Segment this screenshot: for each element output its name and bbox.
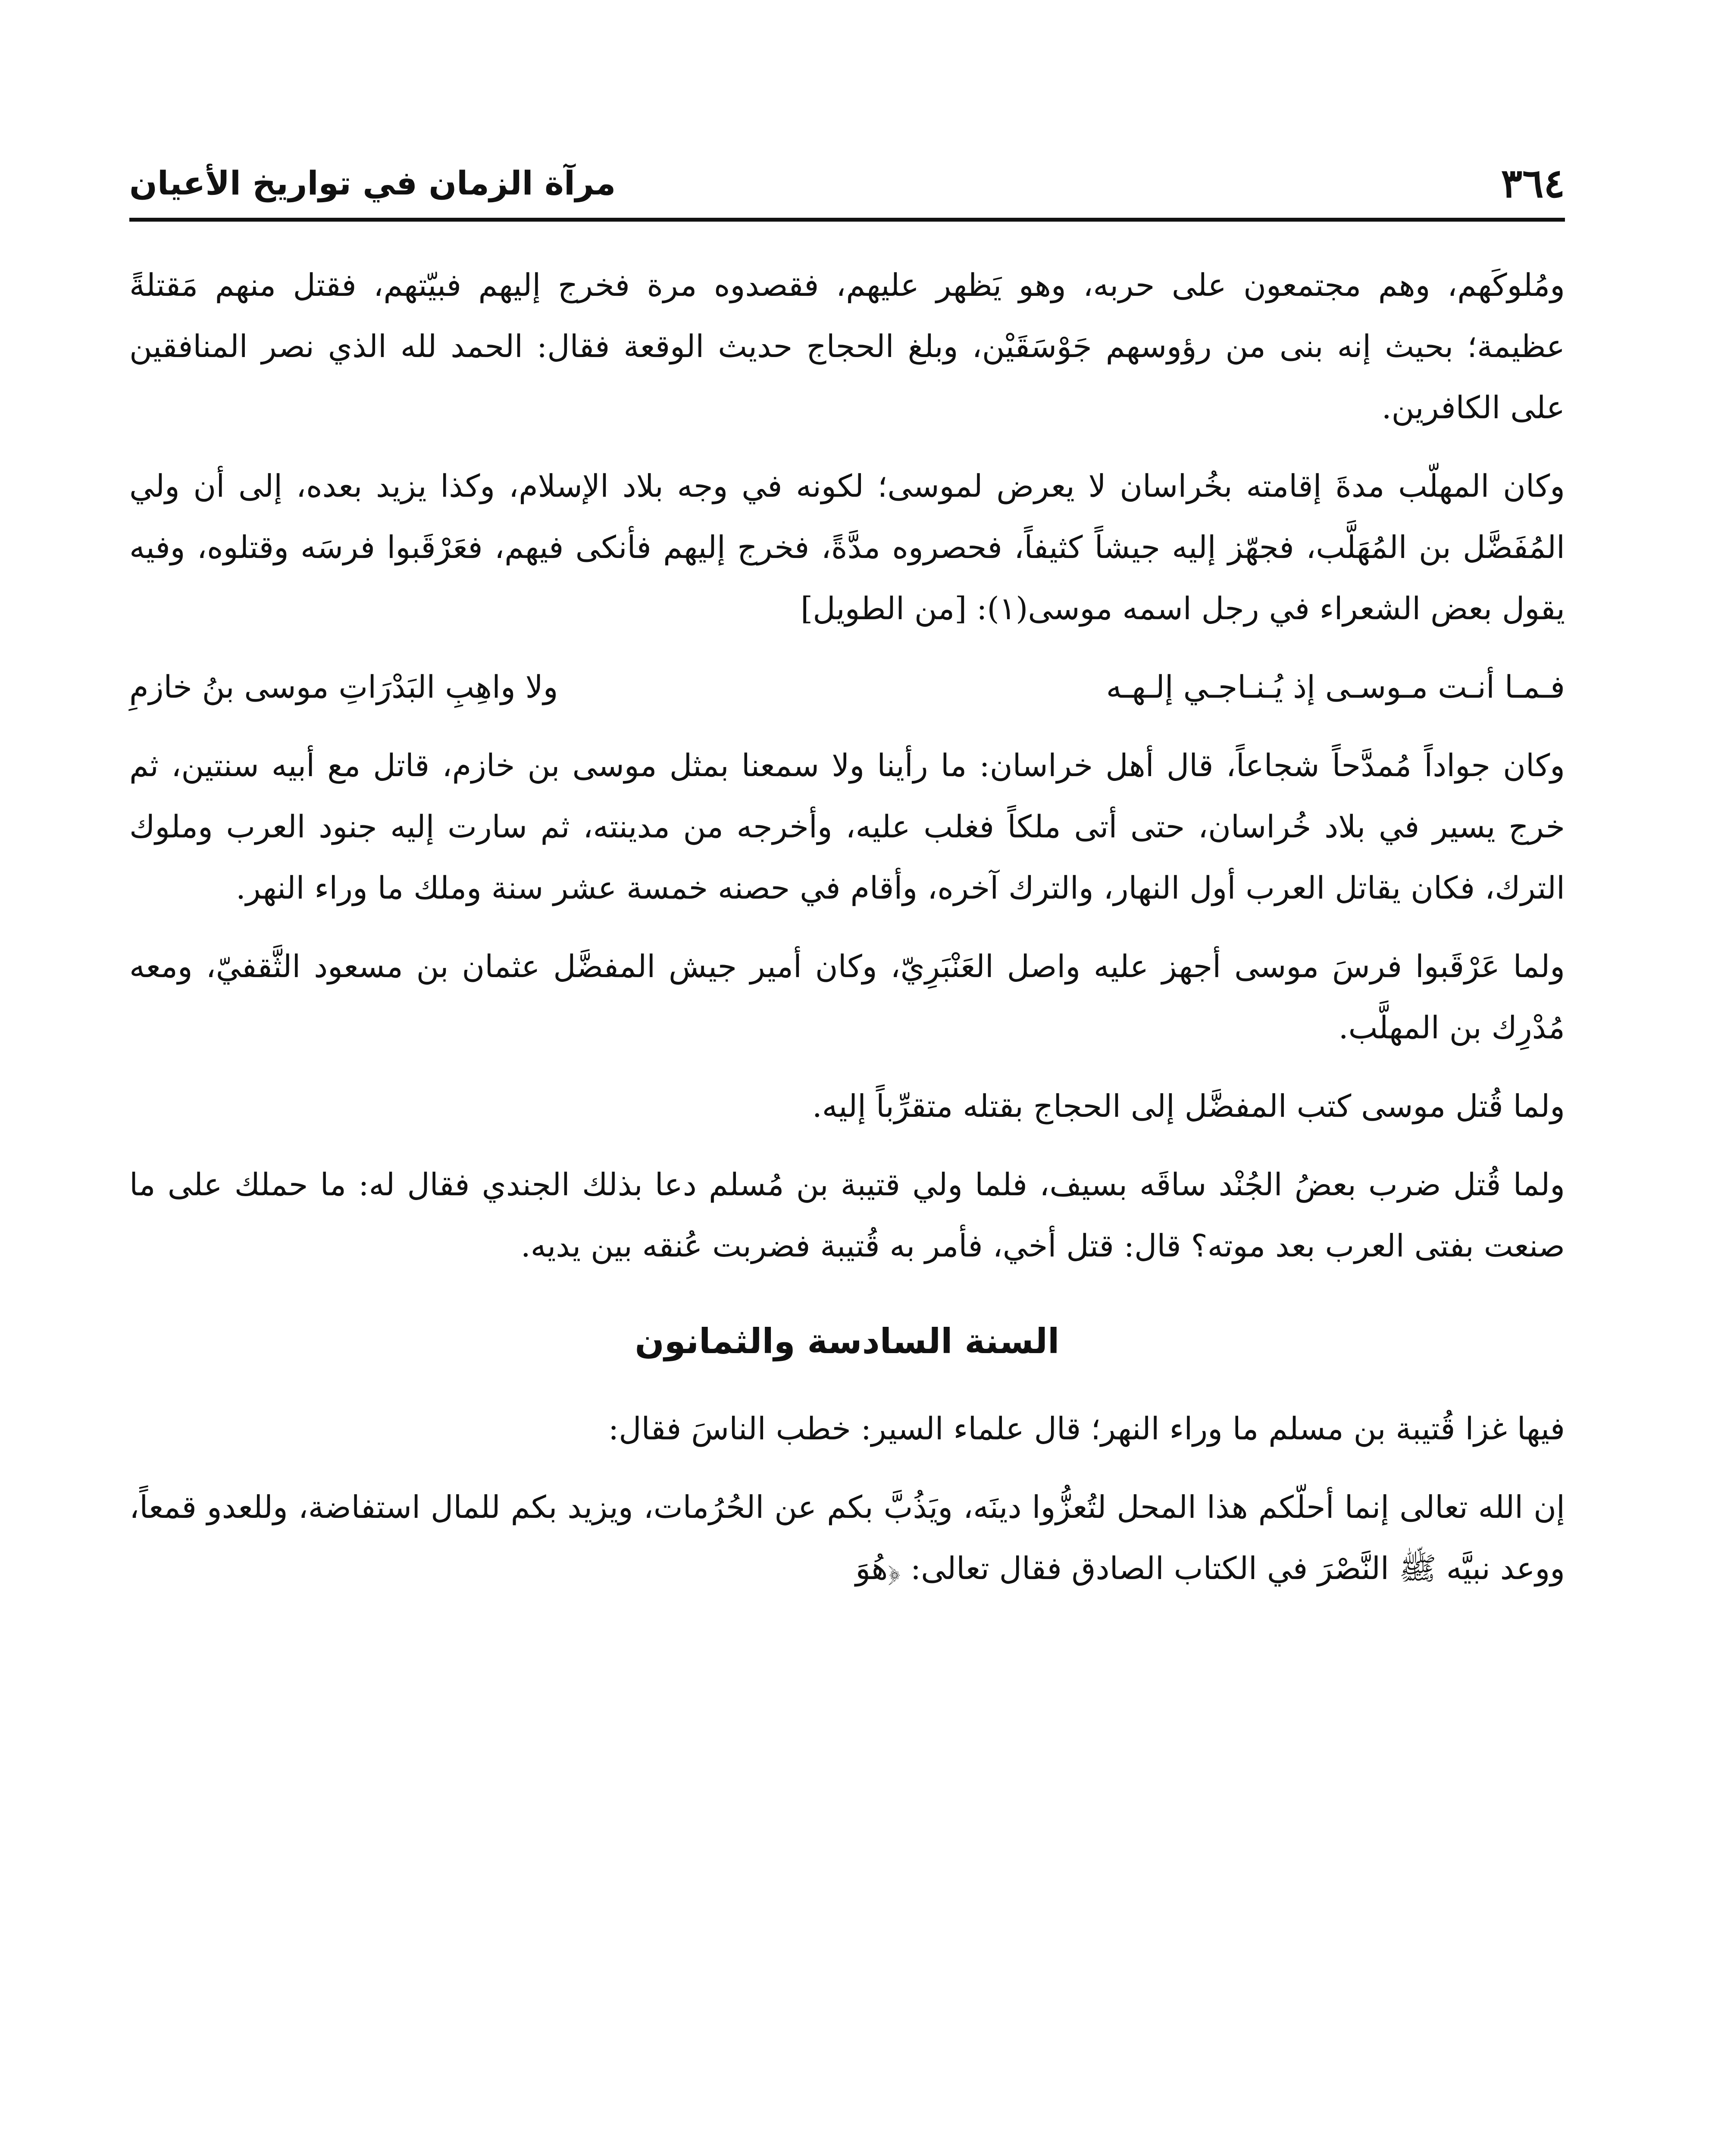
verse-first-hemistich: فـمـا أنـت مـوسـى إذ يُـنـاجـي إلـهـه (1106, 669, 1565, 705)
section-heading: السنة السادسة والثمانون (635, 1321, 1060, 1361)
header-rule (129, 218, 1565, 222)
poem-verse (129, 656, 1565, 718)
running-title: مرآة الزمان في تواريخ الأعيان (129, 164, 616, 202)
paragraph-1: ومُلوكَهم، وهم مجتمعون على حربه، وهو يَظهر عليهم، فقصدوه مرة فخرج إليهم فبيّتهم، فقتل منهم مَقتلةً عظيمة؛ بحيث إنه بنى من رؤوسهم جَوْسَقَيْن، وبلغ الحجاج حديث الوقعة فقال: الحمد لله الذي نصر المنافقين على الكافرين. (129, 267, 1565, 426)
page-header (129, 155, 1565, 211)
verse-second-hemistich: ولا واهِبِ البَدْرَاتِ موسى بنُ خازمِ (129, 669, 558, 705)
paragraph-6: ولما قُتل ضرب بعضُ الجُنْد ساقَه بسيف، فلما ولي قتيبة بن مُسلم دعا بذلك الجندي فقال له: ما حملك على ما صنعت بفتى العرب بعد موته؟ قال: قتل أخي، فأمر به قُتيبة فضربت عُنقه بين يديه. (129, 1166, 1565, 1264)
main-text (129, 254, 1565, 1616)
paragraph-7: فيها غزا قُتيبة بن مسلم ما وراء النهر؛ قال علماء السير: خطب الناسَ فقال: (608, 1410, 1565, 1447)
paragraph-4: ولما عَرْقَبوا فرسَ موسى أجهز عليه واصل العَنْبَرِيّ، وكان أمير جيش المفضَّل عثمان بن مسعود الثَّقفيّ، ومعه مُدْرِك بن المهلَّب. (129, 948, 1565, 1046)
paragraph-2: وكان المهلّب مدةَ إقامته بخُراسان لا يعرض لموسى؛ لكونه في وجه بلاد الإسلام، وكذا يزيد بعده، إلى أن ولي المُفَضَّل بن المُهَلَّب، فجهّز إليه جيشاً كثيفاً، فحصروه مدَّةً، فخرج إليهم فأنكى فيهم، فعَرْقَبوا فرسَه وقتلوه، وفيه يقول بعض الشعراء في رجل اسمه موسى(١): [من الطويل] (129, 468, 1565, 627)
paragraph-3: وكان جواداً مُمدَّحاً شجاعاً، قال أهل خراسان: ما رأينا ولا سمعنا بمثل موسى بن خازم، قاتل مع أبيه سنتين، ثم خرج يسير في بلاد خُراسان، حتى أتى ملكاً فغلب عليه، وأخرجه من مدينته، ثم سارت إليه جنود العرب وملوك الترك، فكان يقاتل العرب أول النهار، والترك آخره، وأقام في حصنه خمسة عشر سنة وملك ما وراء النهر. (129, 747, 1565, 906)
paragraph-5: ولما قُتل موسى كتب المفضَّل إلى الحجاج بقتله متقرِّباً إليه. (812, 1088, 1565, 1124)
paragraph-8: إن الله تعالى إنما أحلّكم هذا المحل لتُعزُّوا دينَه، ويَذُبَّ بكم عن الحُرُمات، ويزيد بكم للمال استفاضة، وللعدو قمعاً، ووعد نبيَّه ﷺ النَّصْرَ في الكتاب الصادق فقال تعالى: ﴿هُوَ (129, 1489, 1565, 1586)
page-number: ٣٦٤ (1501, 160, 1565, 207)
